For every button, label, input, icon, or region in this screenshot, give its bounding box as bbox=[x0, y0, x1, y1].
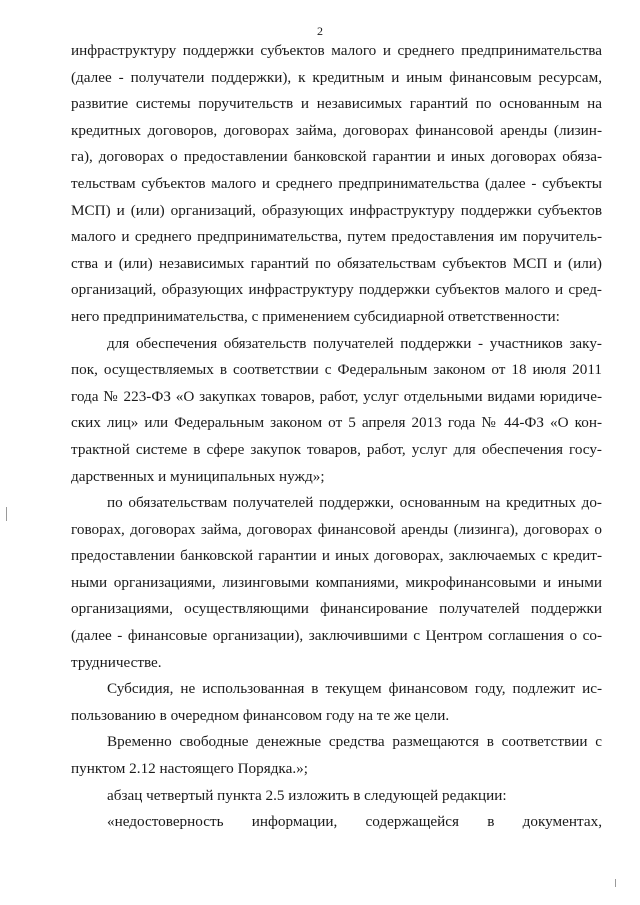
text-line: года № 223-ФЗ «О закупках товаров, работ, услуг отдельными видами юридиче- bbox=[71, 387, 602, 405]
paragraph bbox=[71, 490, 602, 676]
text-line: кредитных договоров, договорах займа, договорах финансовой аренды (лизин- bbox=[71, 121, 602, 139]
text-line: малого и среднего предпринимательства, путем предоставления им поручитель- bbox=[71, 228, 602, 246]
text-line: Временно свободные денежные средства размещаются в соответствии с bbox=[107, 733, 602, 751]
text-line: предоставлении банковской гарантии и иных договорах, заключаемых с кредит- bbox=[71, 547, 602, 565]
paragraph bbox=[71, 809, 602, 836]
text-line: Субсидия, не использованная в текущем финансовом году, подлежит ис- bbox=[107, 680, 602, 698]
page-number: 2 bbox=[317, 24, 323, 38]
text-line: дарственных и муниципальных нужд»; bbox=[71, 467, 325, 485]
text-line: организаций, образующих инфраструктуру поддержки субъектов малого и сред- bbox=[71, 281, 602, 299]
document-body bbox=[71, 38, 602, 836]
paragraph bbox=[71, 676, 602, 729]
text-line: абзац четвертый пункта 2.5 изложить в следующей редакции: bbox=[107, 786, 507, 804]
text-line: говорах, договорах займа, договорах финансовой аренды (лизинга), договорах о bbox=[71, 520, 602, 538]
scan-margin-mark bbox=[615, 879, 616, 887]
text-line: пунктом 2.12 настоящего Порядка.»; bbox=[71, 760, 308, 778]
text-line: организациями, осуществляющими финансирование получателей поддержки bbox=[71, 600, 602, 618]
text-line: для обеспечения обязательств получателей поддержки - участников заку- bbox=[107, 334, 602, 352]
text-line: него предпринимательства, с применением субсидиарной ответственности: bbox=[71, 307, 560, 325]
text-line: трактной системе в сфере закупок товаров, работ, услуг для обеспечения госу- bbox=[71, 440, 602, 458]
paragraph bbox=[71, 331, 602, 491]
text-line: ских лиц» или Федеральным законом от 5 апреля 2013 года № 44-ФЗ «О кон- bbox=[71, 414, 602, 432]
text-line: «недостоверность информации, содержащейся в документах, bbox=[107, 813, 602, 831]
text-line: инфраструктуру поддержки субъектов малого и среднего предпринимательства bbox=[71, 42, 602, 59]
text-line: по обязательствам получателей поддержки, основанным на кредитных до- bbox=[107, 494, 602, 512]
text-line: га), договорах о предоставлении банковской гарантии и иных договорах обяза- bbox=[71, 148, 602, 166]
scan-margin-mark bbox=[6, 507, 7, 521]
paragraph bbox=[71, 783, 602, 810]
paragraph bbox=[71, 729, 602, 782]
text-line: пок, осуществляемых в соответствии с Федеральным законом от 18 июля 2011 bbox=[71, 361, 602, 379]
text-line: ными организациями, лизинговыми компаниями, микрофинансовыми и иными bbox=[71, 573, 602, 591]
text-line: развитие системы поручительств и независимых гарантий по основанным на bbox=[71, 95, 602, 113]
text-line: пользованию в очередном финансовом году на те же цели. bbox=[71, 706, 450, 724]
text-line: тельствам субъектов малого и среднего предпринимательства (далее - субъекты bbox=[71, 174, 602, 192]
text-line: трудничестве. bbox=[71, 653, 162, 671]
text-line: МСП) и (или) организаций, образующих инфраструктуру поддержки субъектов bbox=[71, 201, 602, 219]
paragraph bbox=[71, 38, 602, 331]
text-line: (далее - получатели поддержки), к кредитным и иным финансовым ресурсам, bbox=[71, 68, 602, 86]
text-line: (далее - финансовые организации), заключившими с Центром соглашения о со- bbox=[71, 627, 602, 645]
text-line: ства и (или) независимых гарантий по обязательствам субъектов МСП и (или) bbox=[71, 254, 602, 272]
